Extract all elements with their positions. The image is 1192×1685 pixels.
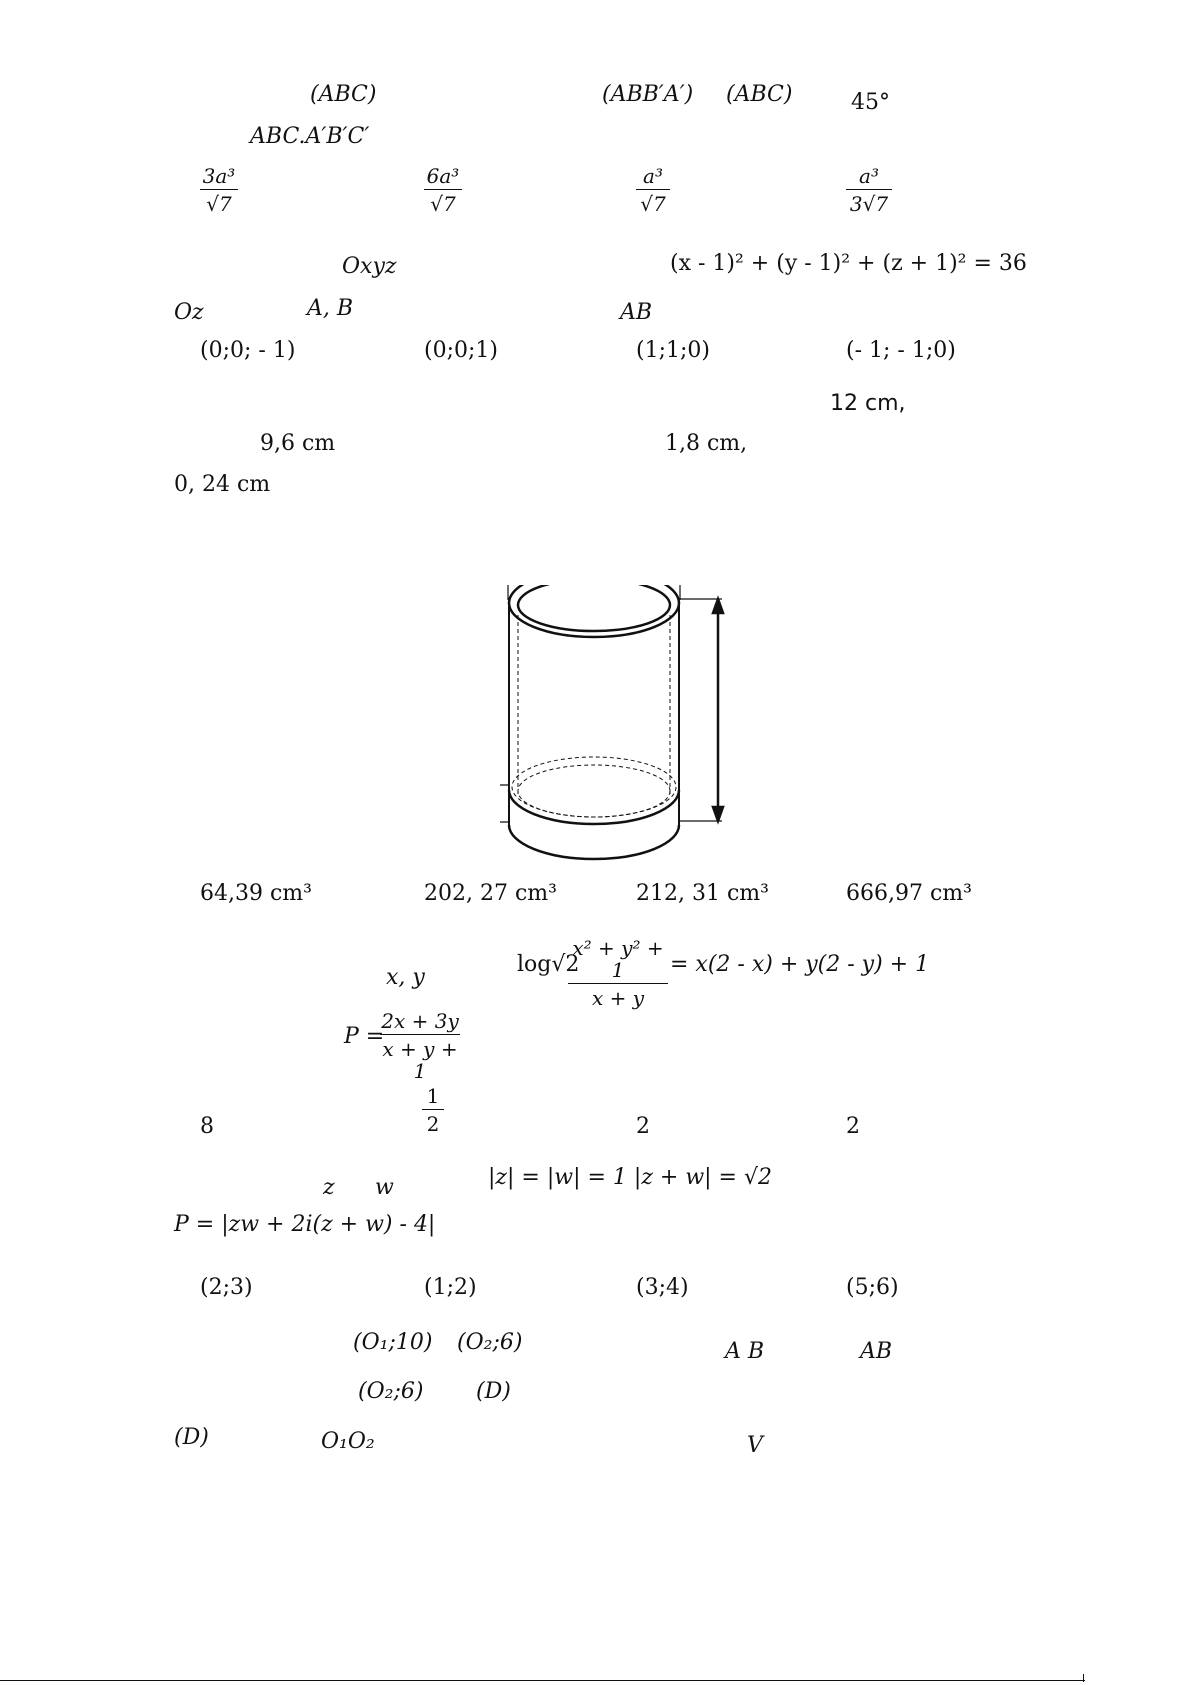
q1-option-c: a³ √7 — [636, 165, 670, 215]
q5-option-c: (3;4) — [636, 1275, 689, 1300]
diameter-9-6cm: 9,6 cm — [260, 431, 336, 456]
top-rim-inner — [518, 585, 670, 631]
sphere-o2: (O₂;6) — [457, 1330, 523, 1355]
height-arrow — [680, 599, 723, 821]
q3-option-c: 212, 31 cm³ — [636, 881, 769, 906]
points-ab: A, B — [307, 296, 354, 321]
q3-option-d: 666,97 cm³ — [846, 881, 972, 906]
page-bottom-tick — [1083, 1674, 1084, 1682]
q5-option-b: (1;2) — [424, 1275, 477, 1300]
solid-d: (D) — [476, 1379, 511, 1404]
q2-option-c: (1;1;0) — [636, 338, 710, 363]
top-rim-outer — [509, 585, 679, 637]
plane-abba: (ABB′A′) — [602, 82, 694, 107]
complex-w: w — [375, 1175, 394, 1200]
q2-option-d: (- 1; - 1;0) — [846, 338, 956, 363]
axis-oz: Oz — [174, 300, 204, 325]
q4-option-b: 1 2 — [422, 1085, 444, 1135]
log-base: log√2 — [517, 952, 580, 977]
points-a-b: A B — [725, 1339, 765, 1364]
sphere-o1: (O₁;10) — [353, 1330, 433, 1355]
q2-option-a: (0;0; - 1) — [200, 338, 296, 363]
plane-abc: (ABC) — [310, 82, 377, 107]
page-bottom-rule — [0, 1680, 1085, 1681]
segment-o1o2: O₁O₂ — [321, 1429, 375, 1454]
angle-value: 45° — [851, 90, 890, 115]
p-expression: 2x + 3y x + y + 1 — [381, 1009, 459, 1083]
q3-option-b: 202, 27 cm³ — [424, 881, 557, 906]
volume-v: V — [747, 1433, 763, 1458]
q2-option-b: (0;0;1) — [424, 338, 498, 363]
height-12cm: 12 cm, — [830, 391, 906, 416]
segment-ab: AB — [620, 300, 653, 325]
sphere-equation: (x - 1)² + (y - 1)² + (z + 1)² = 36 — [670, 251, 1027, 276]
modulus-condition: |z| = |w| = 1 |z + w| = √2 — [488, 1165, 773, 1190]
solid-d-2: (D) — [174, 1425, 209, 1450]
p-label: P = — [344, 1024, 385, 1049]
bottom-thickness-arrow — [500, 785, 509, 822]
plane-abc-2: (ABC) — [726, 82, 793, 107]
coord-system: Oxyz — [342, 254, 397, 279]
q4-option-a: 8 — [200, 1114, 214, 1139]
chord-ab: AB — [860, 1339, 893, 1364]
variables-xy: x, y — [386, 965, 425, 990]
prism-name: ABC.A′B′C′ — [250, 124, 370, 149]
q4-option-d: 2 — [846, 1114, 860, 1139]
q5-option-d: (5;6) — [846, 1275, 899, 1300]
q5-option-a: (2;3) — [200, 1275, 253, 1300]
q4-option-c: 2 — [636, 1114, 650, 1139]
q1-option-b: 6a³ √7 — [424, 165, 462, 215]
complex-z: z — [323, 1175, 335, 1200]
sphere-o2-b: (O₂;6) — [358, 1379, 424, 1404]
q1-option-d: a³ 3√7 — [846, 165, 892, 215]
q1-option-a: 3a³ √7 — [200, 165, 238, 215]
bottom-1-8cm: 1,8 cm, — [665, 431, 748, 456]
q3-option-a: 64,39 cm³ — [200, 881, 312, 906]
equation-rhs: = x(2 - x) + y(2 - y) + 1 — [670, 952, 930, 977]
cup-figure — [500, 585, 740, 875]
thickness-0-24cm: 0, 24 cm — [174, 472, 271, 497]
p-modulus-expression: P = |zw + 2i(z + w) - 4| — [174, 1212, 436, 1237]
log-argument: x² + y² + 1 x + y — [568, 937, 668, 1009]
